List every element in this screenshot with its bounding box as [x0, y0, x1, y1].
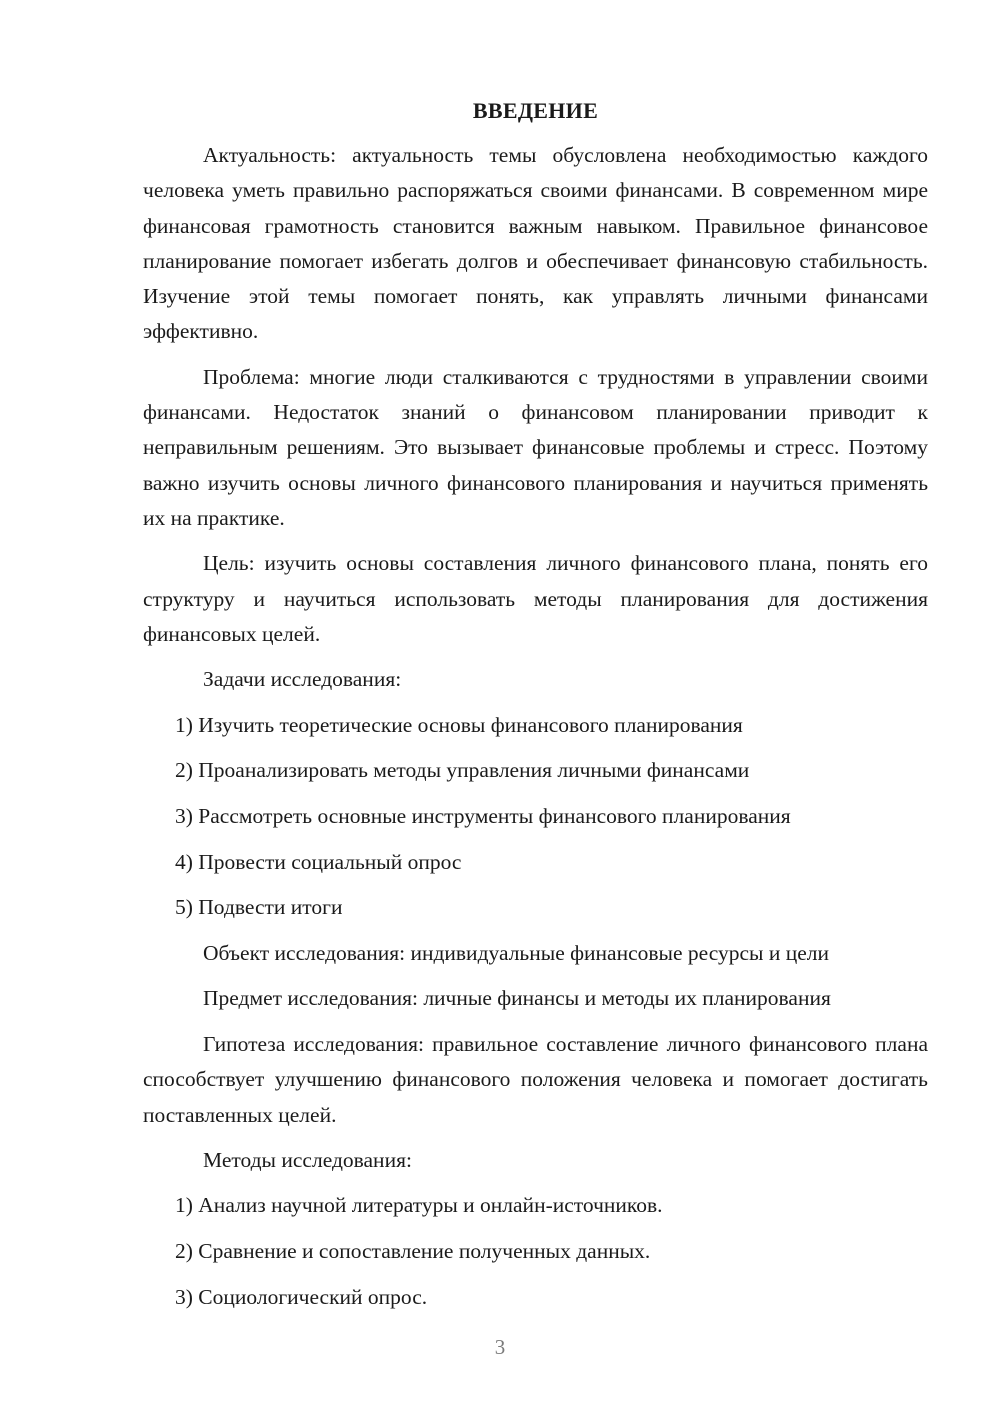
tasks-heading: Задачи исследования: — [203, 667, 402, 692]
list-item: 1) Изучить теоретические основы финансового планирования — [175, 712, 743, 737]
list-item: 3) Социологический опрос. — [175, 1284, 428, 1309]
relevance-paragraph: Актуальность: актуальность темы обусловлена необходимостью каждого человека уметь правильно распоряжаться своими финансами. В современном мире финансовая грамотность становится важным навыком. Правильное финансовое планирование помогает избегать долгов и обеспечивает финансовую стабильность. Изучение этой темы помогает понять, как управлять личными финансами эффективно. — [143, 143, 928, 344]
list-item: 2) Проанализировать методы управления личными финансами — [175, 758, 750, 783]
research-object: Объект исследования: индивидуальные финансовые ресурсы и цели — [203, 940, 830, 965]
page-number: 3 — [494, 1335, 506, 1359]
methods-heading: Методы исследования: — [203, 1147, 412, 1172]
list-item: 5) Подвести итоги — [175, 895, 343, 920]
tasks-list — [143, 708, 928, 925]
list-item: 3) Рассмотреть основные инструменты финансового планирования — [175, 803, 791, 828]
document-page — [143, 96, 928, 1325]
hypothesis-paragraph: Гипотеза исследования: правильное составление личного финансового плана способствует улучшению финансового положения человека и помогает достигать поставленных целей. — [143, 1031, 928, 1127]
section-title: ВВЕДЕНИЕ — [472, 98, 599, 123]
list-item: 4) Провести социальный опрос — [175, 849, 462, 874]
problem-paragraph: Проблема: многие люди сталкиваются с трудностями в управлении своими финансами. Недостаток знаний о финансовом планировании приводит к неправильным решениям. Это вызывает финансовые проблемы и стресс. Поэтому важно изучить основы личного финансового планирования и научиться применять их на практике. — [143, 364, 928, 530]
research-subject: Предмет исследования: личные финансы и методы их планирования — [203, 986, 831, 1011]
list-item: 1) Анализ научной литературы и онлайн-источников. — [175, 1193, 663, 1218]
list-item: 2) Сравнение и сопоставление полученных данных. — [175, 1238, 651, 1263]
goal-paragraph: Цель: изучить основы составления личного финансового плана, понять его структуру и научиться использовать методы планирования для достижения финансовых целей. — [143, 551, 928, 646]
methods-list — [143, 1188, 928, 1314]
